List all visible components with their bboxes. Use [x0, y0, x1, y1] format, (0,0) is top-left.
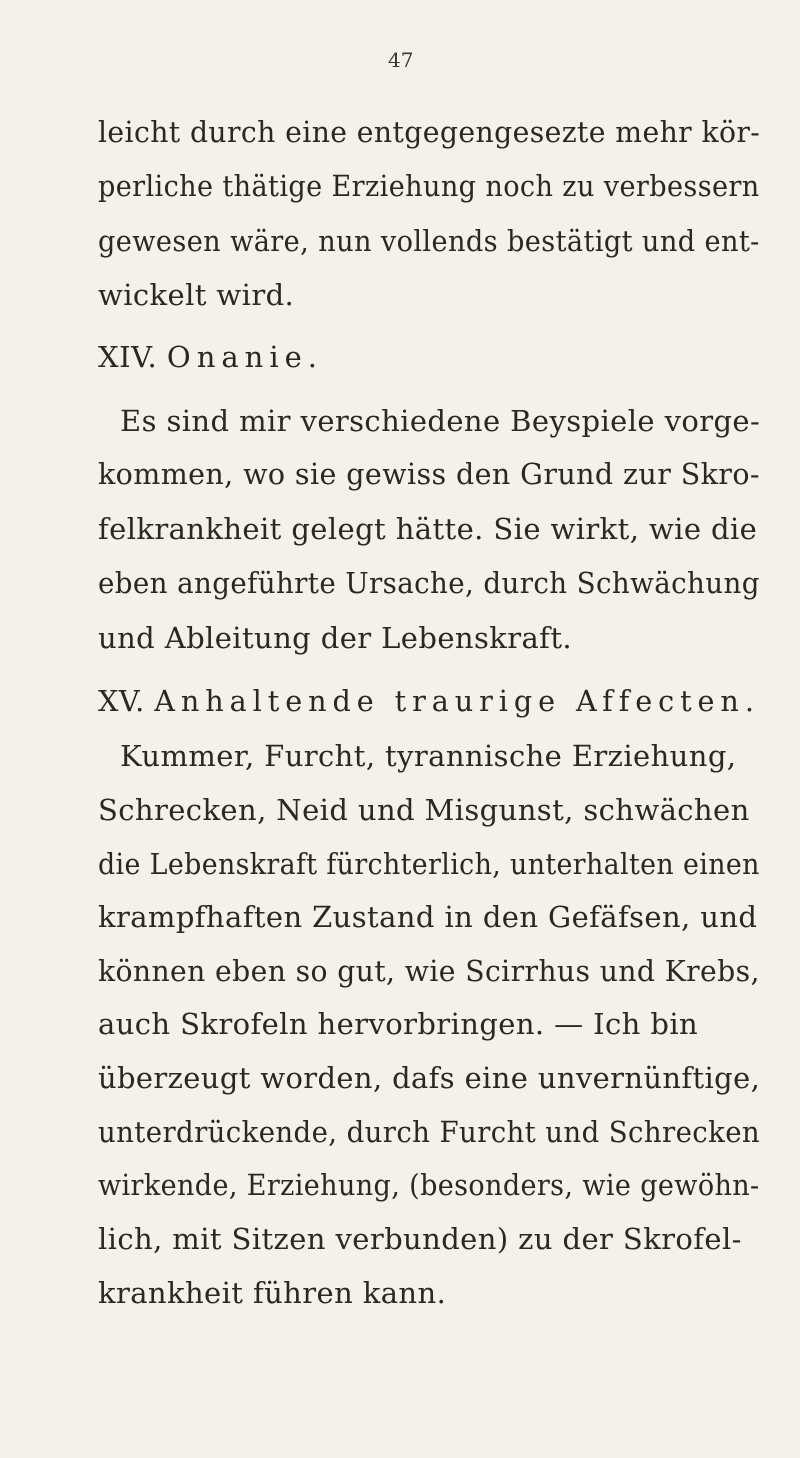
text-line: wickelt wird. [98, 278, 295, 312]
text-line: Schrecken, Neid und Misgunst, schwächen [98, 793, 750, 827]
section-numeral: XIV. [98, 340, 158, 374]
text-line: die Lebenskraft fürchterlich, unterhalten einen [98, 847, 760, 881]
section-title: Onanie. [166, 340, 323, 374]
text-line: felkrankheit gelegt hätte. Sie wirkt, wie die [98, 512, 758, 546]
text-line: krankheit führen kann. [98, 1276, 447, 1310]
page-number: 47 [388, 48, 414, 72]
section-title: Anhaltende traurige Affecten. [154, 684, 760, 718]
text-line: perliche thätige Erziehung noch zu verbessern [98, 169, 760, 203]
text-line: lich, mit Sitzen verbunden) zu der Skrofel- [98, 1222, 742, 1256]
text-line: überzeugt worden, dafs eine unvernünftige, [98, 1061, 761, 1095]
text-line: krampfhaften Zustand in den Gefäfsen, und [98, 900, 758, 934]
text-line: und Ableitung der Lebenskraft. [98, 621, 572, 655]
text-line: gewesen wäre, nun vollends bestätigt und ent- [98, 224, 760, 258]
section-heading-xiv [98, 339, 323, 375]
text-line: wirkende, Erziehung, (besonders, wie gewöhn- [98, 1168, 760, 1202]
text-line: eben angeführte Ursache, durch Schwächung [98, 566, 760, 600]
section-numeral: XV. [98, 684, 145, 718]
text-line: auch Skrofeln hervorbringen. — Ich bin [98, 1007, 699, 1041]
text-line: leicht durch eine entgegengesezte mehr kör- [98, 115, 761, 149]
text-line: kommen, wo sie gewiss den Grund zur Skro- [98, 457, 760, 491]
text-line: Es sind mir verschiedene Beyspiele vorge- [120, 404, 761, 438]
text-line: Kummer, Furcht, tyrannische Erziehung, [120, 739, 737, 773]
section-heading-xv [98, 683, 760, 719]
text-line: unterdrückende, durch Furcht und Schrecken [98, 1115, 761, 1149]
text-line: können eben so gut, wie Scirrhus und Krebs, [98, 954, 760, 988]
